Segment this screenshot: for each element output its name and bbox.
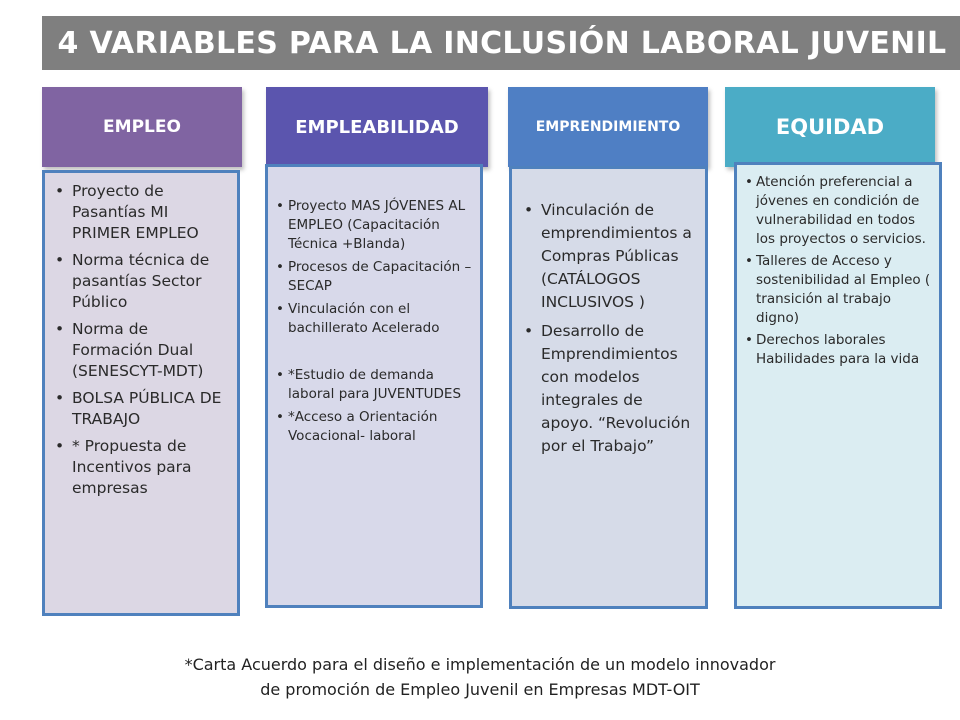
footer-line-2: de promoción de Empleo Juvenil en Empresas MDT-OIT [260,680,700,699]
header-equidad-label: EQUIDAD [775,115,885,139]
list-item: • Vinculación con el bachillerato Acelerado [276,300,472,338]
list-item: • Proyecto MAS JÓVENES AL EMPLEO (Capacitación Técnica +Blanda) [276,197,472,254]
box-emprendimiento [509,166,708,609]
footer-line-1: *Carta Acuerdo para el diseño e implementación de un modelo innovador [184,655,776,674]
list-item: • Vinculación de emprendimientos a Compras Públicas (CATÁLOGOS INCLUSIVOS ) [524,199,695,314]
list-item: • Derechos laborales Habilidades para la vida [745,331,933,369]
list-item: • *Estudio de demanda laboral para JUVENTUDES [276,366,472,404]
page-title: 4 VARIABLES PARA LA INCLUSIÓN LABORAL JUVENIL [42,16,960,70]
list-item: • Norma de Formación Dual (SENESCYT-MDT) [55,319,227,382]
header-empleabilidad-label: EMPLEABILIDAD [295,116,459,138]
list-item: • *Acceso a Orientación Vocacional- laboral [276,408,472,446]
header-emprendimiento [508,87,708,167]
box-empleabilidad [265,164,483,608]
header-emprendimiento-label: EMPRENDIMIENTO [535,119,681,135]
list-item: • BOLSA PÚBLICA DE TRABAJO [55,388,227,430]
header-empleo [42,87,242,167]
list-item: • Talleres de Acceso y sostenibilidad al Empleo ( transición al trabajo digno) [745,252,933,328]
list-item: • Desarrollo de Emprendimientos con modelos integrales de apoyo. “Revolución por el Trabajo” [524,320,695,458]
header-empleabilidad [266,87,488,167]
list-item: • Atención preferencial a jóvenes en condición de vulnerabilidad en todos los proyectos o servicios. [745,173,933,249]
header-equidad [725,87,935,167]
list-item: • * Propuesta de Incentivos para empresas [55,436,227,499]
list-item: • Procesos de Capacitación –SECAP [276,258,472,296]
box-empleo [42,170,240,616]
list-item: • Proyecto de Pasantías MI PRIMER EMPLEO [55,181,227,244]
header-empleo-label: EMPLEO [103,117,181,137]
box-equidad [734,162,942,609]
list-item: • Norma técnica de pasantías Sector Público [55,250,227,313]
footer-note [0,652,960,702]
